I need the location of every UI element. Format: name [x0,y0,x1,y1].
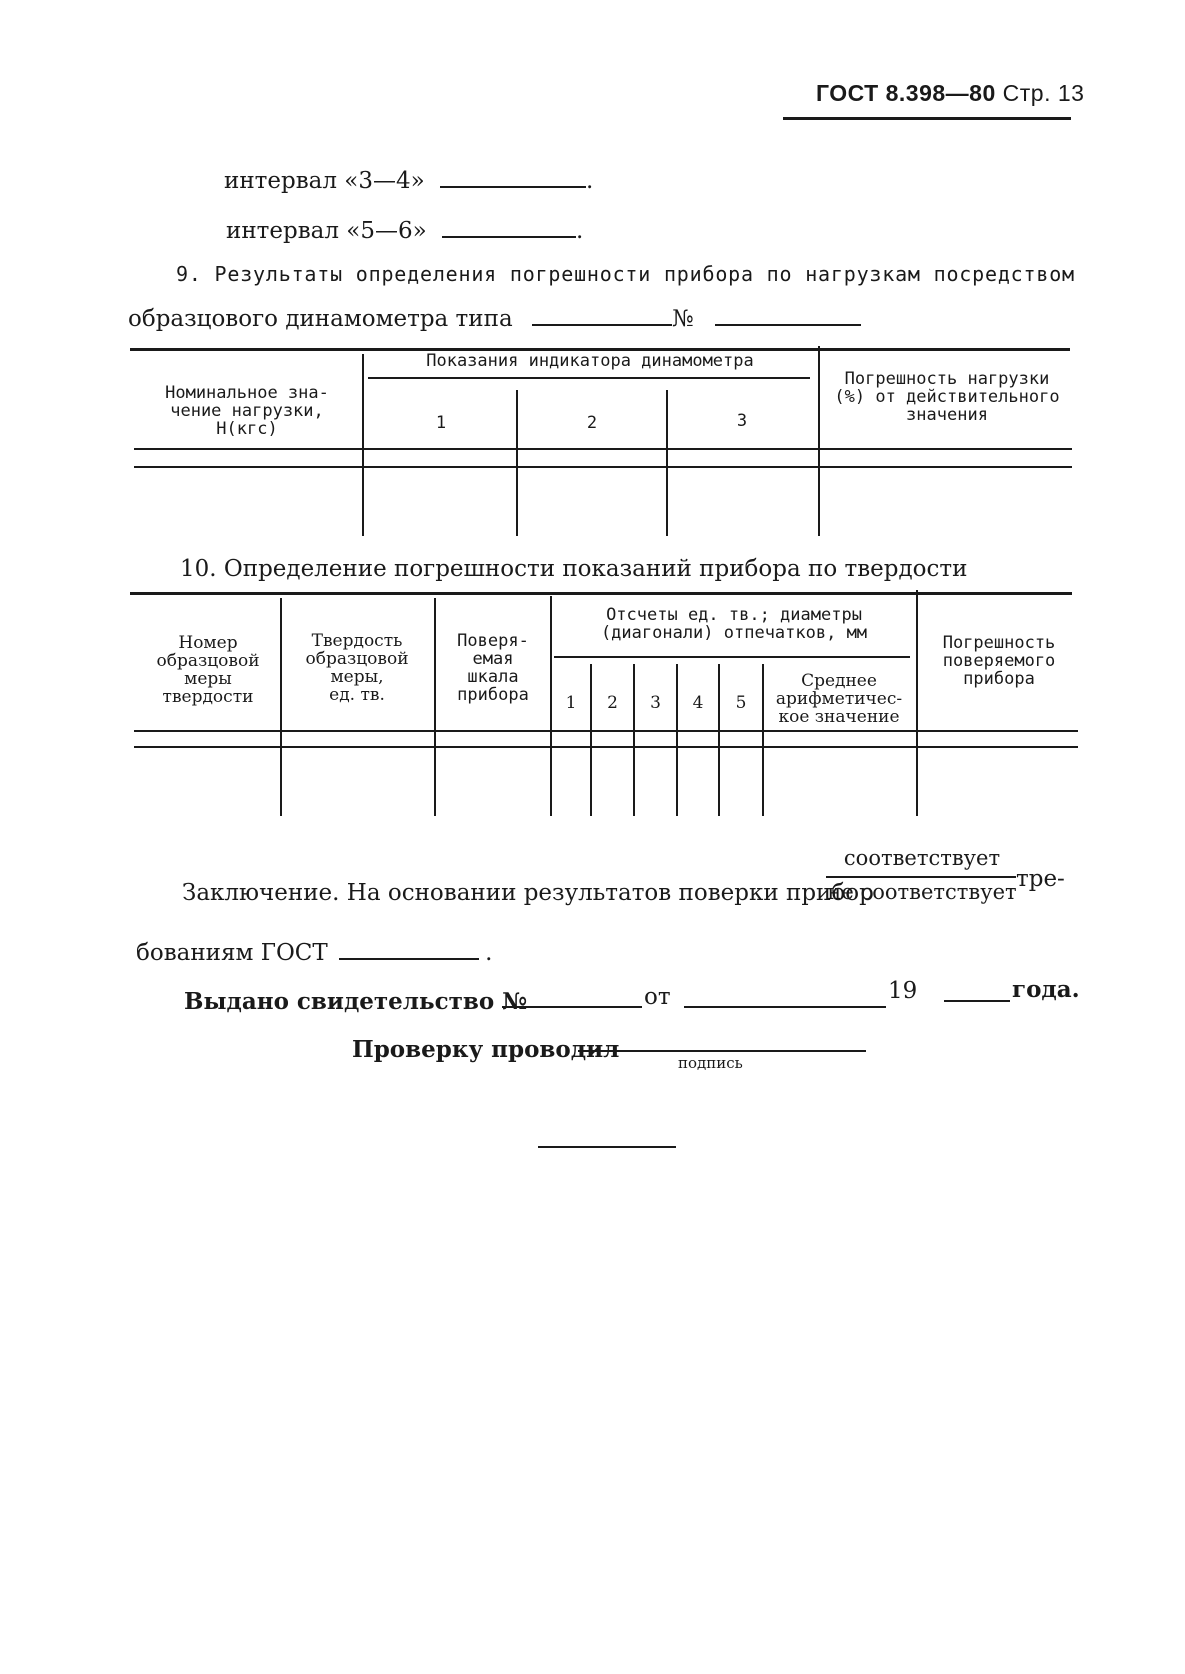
header-double-rule [134,730,1078,732]
conclusion-option-top[interactable]: соответствует [843,846,1001,870]
col-reading-4: 4 [692,693,704,713]
col-reading-3: 3 [650,693,661,713]
page-header [816,80,1084,107]
interval-end: . [576,218,584,244]
table-top-rule [130,592,1072,595]
header-double-rule [134,466,1072,468]
interval-blank[interactable] [442,235,576,238]
dynamometer-type-label: образцового динамометра типа [128,306,513,332]
gost-number-blank[interactable] [339,957,479,960]
table-col-divider [916,590,918,816]
table-col-divider [818,346,820,536]
group-header-rule [368,377,810,379]
col-mean-value: Среднее арифметичес- кое значение [775,671,903,727]
table-col-divider [280,598,282,816]
certificate-year-prefix: 19 [888,978,918,1004]
col-reading-1: 1 [565,693,577,713]
certificate-year-blank[interactable] [944,1000,1010,1002]
col-reading-2: 2 [607,693,618,713]
header-double-rule [134,448,1072,450]
col-indicator-readings: Показания индикатора динамометра [426,351,754,371]
conclusion-lead: Заключение. На основании результатов поверки прибор [182,880,874,906]
col-device-error: Погрешность поверяемого прибора [942,633,1056,689]
interval-label: интервал «5—6» [226,218,427,244]
gost-label: бованиям ГОСТ [136,940,328,966]
col-reference-number: Номер образцовой меры твердости [156,633,260,707]
dynamometer-type-blank[interactable] [532,323,672,326]
col-reading-5: 5 [735,693,747,713]
col-nominal-load: Номинальное зна- чение нагрузки, Н(кгс) [165,383,329,439]
gost-end: . [485,940,493,966]
table-col-divider [676,664,678,816]
table-col-divider [633,664,635,816]
header-underline [783,117,1071,120]
col-reading-1: 1 [435,413,447,433]
group-header-rule [554,656,910,658]
col-tested-scale: Поверя- емая шкала прибора [457,631,529,705]
table-col-divider [718,664,720,816]
certificate-date-blank[interactable] [684,1006,886,1008]
conclusion-gost-line [136,940,492,966]
section9-line2 [128,306,861,332]
closing-rule [538,1146,676,1148]
certificate-year-suffix: года. [1012,976,1080,1003]
standard-number: ГОСТ 8.398—80 [816,80,996,106]
section9-line1: 9. Результаты определения погрешности прибора по нагрузкам посредством [176,262,1075,286]
col-reading-3: 3 [736,411,748,431]
certificate-from: от [644,984,671,1010]
page-number: Стр. 13 [1002,80,1085,106]
table-col-divider [516,390,518,536]
dynamometer-number-blank[interactable] [715,323,861,326]
interval-5-6 [226,218,583,244]
certificate-label: Выдано свидетельство № [184,988,528,1015]
interval-end: . [586,168,594,194]
interval-blank[interactable] [440,185,586,188]
table-col-divider [434,598,436,816]
fraction-bar [826,876,1016,878]
interval-label: интервал «3—4» [224,168,425,194]
col-reference-hardness: Твердость образцовой меры, ед. тв. [305,631,409,705]
signature-caption: подпись [678,1054,743,1072]
interval-3-4 [224,168,593,194]
inspector-label: Проверку проводил [352,1036,620,1063]
table-col-divider [590,664,592,816]
col-readings-group: Отсчеты ед. тв.; диаметры (диагонали) отпечатков, мм [600,605,868,643]
header-double-rule [134,746,1078,748]
table-col-divider [362,354,364,536]
conclusion-option-bottom[interactable]: не соответствует [827,880,1017,904]
certificate-number-blank[interactable] [502,1006,642,1008]
number-sign: № [671,306,694,332]
inspector-signature-blank[interactable] [578,1050,866,1052]
col-reading-2: 2 [586,413,598,433]
section10-title: 10. Определение погрешности показаний прибора по твердости [180,556,968,582]
conclusion-tail: тре- [1016,866,1065,892]
col-load-error: Погрешность нагрузки (%) от действительного значения [834,369,1060,425]
